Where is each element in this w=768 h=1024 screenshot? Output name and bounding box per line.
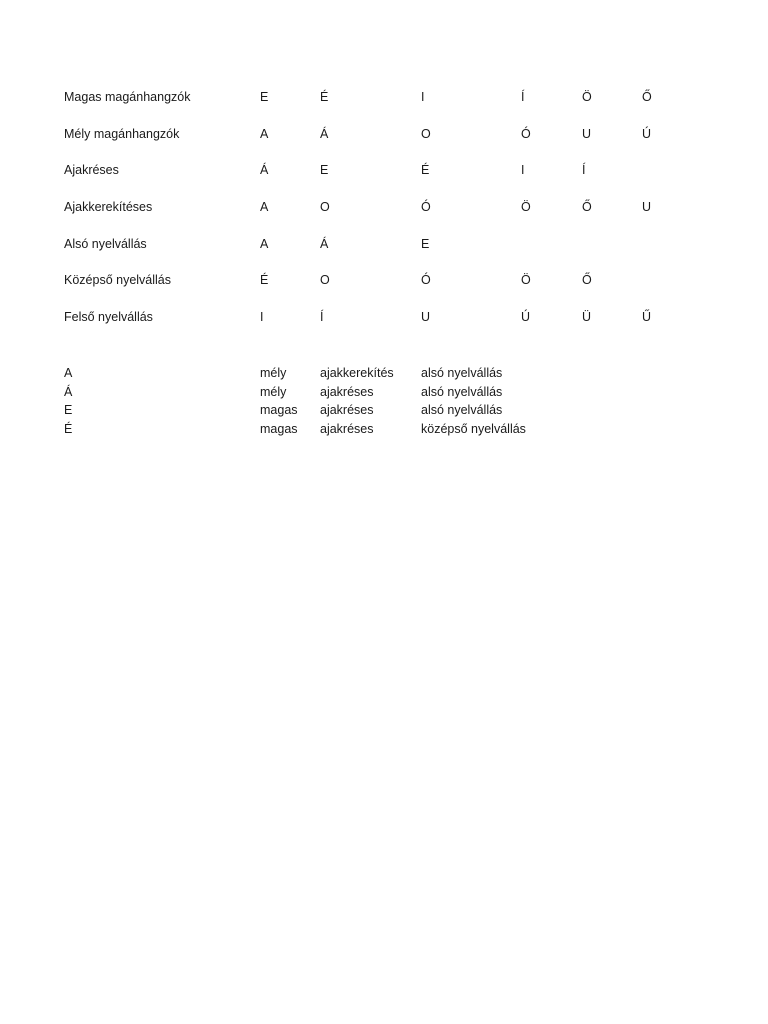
vowel-cell: A [260, 126, 269, 141]
tongue-height: magas [260, 403, 298, 417]
vowel-cell: Í [521, 90, 525, 104]
row-label: Alsó nyelvállás [64, 236, 147, 251]
vowel-cell: Ö [521, 200, 531, 215]
tongue-height: mély [260, 366, 287, 380]
tongue-position: alsó nyelvállás [421, 384, 503, 399]
lip-shape: ajakréses [320, 421, 374, 436]
tongue-height: mély [260, 384, 287, 399]
vowel-cell: É [320, 90, 329, 104]
vowel-letter: É [64, 421, 73, 436]
vowel-letter: Á [64, 384, 73, 399]
vowel-cell: Í [320, 310, 324, 325]
vowel-cell: E [421, 236, 430, 251]
vowel-cell: Ő [582, 273, 592, 288]
row-label: Mély magánhangzók [64, 126, 180, 141]
tongue-position: alsó nyelvállás [421, 403, 503, 417]
vowel-cell: I [521, 163, 525, 178]
lip-shape: ajakréses [320, 403, 374, 417]
vowel-cell: Ú [642, 126, 652, 141]
vowel-cell: O [421, 126, 431, 141]
vowel-cell: U [582, 126, 592, 141]
vowel-letter: E [64, 403, 73, 417]
vowel-cell: Ö [521, 273, 531, 288]
vowel-cell: Ű [642, 310, 652, 325]
vowel-cell: É [260, 273, 269, 288]
vowel-letter: A [64, 366, 73, 380]
vowel-cell: Á [320, 236, 329, 251]
vowel-cell: É [421, 163, 430, 178]
row-label: Ajakréses [64, 163, 119, 178]
vowel-cell: Ő [582, 200, 592, 215]
tongue-position: alsó nyelvállás [421, 366, 503, 380]
vowel-cell: O [320, 200, 330, 215]
tongue-position: középső nyelvállás [421, 421, 526, 436]
vowel-cell: Á [320, 126, 329, 141]
vowel-cell: Ő [642, 90, 652, 104]
vowel-cell: U [642, 200, 652, 215]
row-label: Ajakkerekítéses [64, 200, 153, 215]
vowel-cell: E [260, 90, 269, 104]
row-label: Középső nyelvállás [64, 273, 172, 288]
row-label: Magas magánhangzók [64, 90, 191, 104]
vowel-cell: Í [582, 163, 586, 178]
vowel-cell: I [421, 90, 425, 104]
vowel-cell: Ö [582, 90, 592, 104]
vowel-cell: Ó [521, 126, 531, 141]
vowel-cell: I [260, 310, 264, 325]
vowel-cell: A [260, 236, 269, 251]
lip-shape: ajakréses [320, 384, 374, 399]
vowel-cell: Ó [421, 273, 431, 288]
vowel-cell: Ü [582, 310, 592, 325]
vowel-cell: E [320, 163, 329, 178]
tongue-height: magas [260, 421, 298, 436]
row-label: Felső nyelvállás [64, 310, 153, 325]
vowel-cell: Ó [421, 200, 431, 215]
vowel-cell: A [260, 200, 269, 215]
vowel-cell: Ú [521, 310, 531, 325]
vowel-cell: U [421, 310, 431, 325]
vowel-cell: O [320, 273, 330, 288]
vowel-cell: Á [260, 163, 269, 178]
lip-shape: ajakkerekítés [320, 366, 394, 380]
